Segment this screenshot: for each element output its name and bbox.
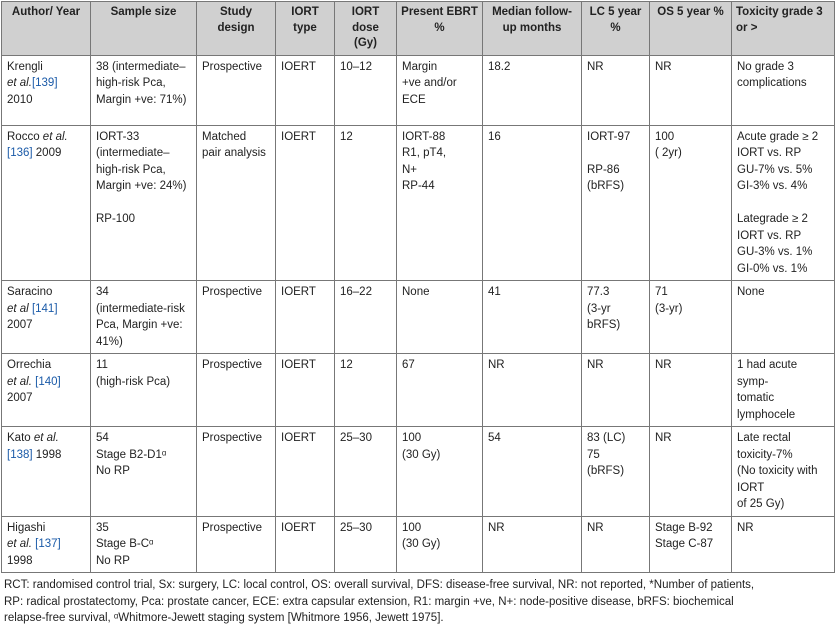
iort-type-cell: IOERT bbox=[276, 281, 335, 354]
lc-5-year-cell: NR bbox=[582, 354, 650, 427]
os-5-year-cell: NR bbox=[650, 354, 732, 427]
author-year-cell bbox=[2, 125, 91, 281]
et-al: et al bbox=[7, 302, 29, 315]
author-year-cell bbox=[2, 281, 91, 354]
header-present-ebrt: Present EBRT % bbox=[397, 2, 483, 56]
header-row bbox=[2, 2, 835, 56]
et-al: et al. bbox=[7, 77, 32, 89]
present-ebrt-cell: Margin +ve and/or ECE bbox=[397, 55, 483, 125]
iort-dose-cell: 12 bbox=[335, 125, 397, 281]
header-os-5-year: OS 5 year % bbox=[650, 2, 732, 56]
publication-year: 2010 bbox=[7, 93, 33, 106]
median-follow-up-cell: 41 bbox=[483, 281, 582, 354]
study-design-cell: Prospective bbox=[197, 55, 276, 125]
author-year-cell bbox=[2, 354, 91, 427]
toxicity-cell: NR bbox=[732, 516, 835, 573]
header-author-year: Author/ Year bbox=[2, 2, 91, 56]
iort-type-cell: IOERT bbox=[276, 354, 335, 427]
publication-year: 2009 bbox=[32, 147, 62, 159]
study-design-cell: Matched pair analysis bbox=[197, 125, 276, 281]
author-year-cell bbox=[2, 516, 91, 573]
iort-dose-cell: 10–12 bbox=[335, 55, 397, 125]
author-name: Kato bbox=[7, 432, 34, 444]
header-toxicity: Toxicity grade 3 or > bbox=[732, 2, 835, 56]
sample-size-cell: 34 (intermediate-risk Pca, Margin +ve: 41%) bbox=[91, 281, 197, 354]
iort-dose-cell: 12 bbox=[335, 354, 397, 427]
os-5-year-cell: Stage B-92 Stage C-87 bbox=[650, 516, 732, 573]
study-design-cell: Prospective bbox=[197, 427, 276, 517]
author-name: Rocco bbox=[7, 130, 43, 143]
author-year-cell bbox=[2, 427, 91, 517]
lc-5-year-cell: NR bbox=[582, 55, 650, 125]
header-iort-dose: IORT dose (Gy) bbox=[335, 2, 397, 56]
median-follow-up-cell: NR bbox=[483, 354, 582, 427]
reference-link[interactable]: [139] bbox=[31, 77, 58, 89]
iort-type-cell: IOERT bbox=[276, 55, 335, 125]
reference-link[interactable]: [136] bbox=[7, 147, 33, 159]
header-lc-5-year: LC 5 year % bbox=[582, 2, 650, 56]
table-wrapper bbox=[1, 1, 834, 627]
lc-5-year-cell: NR bbox=[582, 516, 650, 573]
sample-size-cell: 54 Stage B2-D1ᵅ No RP bbox=[91, 427, 197, 517]
table-row bbox=[2, 125, 835, 281]
iort-dose-cell: 16–22 bbox=[335, 281, 397, 354]
iort-type-cell: IOERT bbox=[276, 516, 335, 573]
et-al: et al. bbox=[33, 432, 59, 444]
author-name: Higashi bbox=[7, 521, 46, 534]
header-iort-type: IORT type bbox=[276, 2, 335, 56]
median-follow-up-cell: NR bbox=[483, 516, 582, 573]
os-5-year-cell: 71 (3-yr) bbox=[650, 281, 732, 354]
study-design-cell: Prospective bbox=[197, 281, 276, 354]
author-name: Saracino bbox=[7, 286, 53, 298]
table-row bbox=[2, 516, 835, 573]
toxicity-cell: 1 had acute symp- tomatic lymphocele bbox=[732, 354, 835, 427]
median-follow-up-cell: 16 bbox=[483, 125, 582, 281]
publication-year: 1998 bbox=[32, 448, 62, 461]
os-5-year-cell: NR bbox=[650, 55, 732, 125]
et-al: et al. bbox=[42, 130, 68, 143]
study-design-cell: Prospective bbox=[197, 354, 276, 427]
present-ebrt-cell: 67 bbox=[397, 354, 483, 427]
iort-dose-cell: 25–30 bbox=[335, 516, 397, 573]
present-ebrt-cell: 100 (30 Gy) bbox=[397, 516, 483, 573]
author-name: Krengli bbox=[7, 60, 43, 73]
sample-size-cell: IORT-33 (intermediate– high-risk Pca, Margin +ve: 24%) RP-100 bbox=[91, 125, 197, 281]
reference-link[interactable]: [141] bbox=[28, 302, 58, 315]
publication-year: 2007 bbox=[7, 319, 33, 331]
table-row bbox=[2, 354, 835, 427]
header-sample-size: Sample size bbox=[91, 2, 197, 56]
iort-dose-cell: 25–30 bbox=[335, 427, 397, 517]
lc-5-year-cell: IORT-97 RP-86 (bRFS) bbox=[582, 125, 650, 281]
reference-link[interactable]: [140] bbox=[31, 375, 61, 388]
table-body bbox=[2, 55, 835, 573]
table-footnote: RCT: randomised control trial, Sx: surgery, LC: local control, OS: overall survival, DFS: disease-free survival, NR: not reported, *Number of patients, RP: radical prostatectomy, Pca: prostate cancer, ECE: extra capsular extension, R1: margin +ve, N+: node-positive disease, bRFS: biochemical relapse-free survival, ᵅWhitmore-Jewett staging system [Whitmore 1956, Jewett 1975]. bbox=[4, 579, 755, 624]
sample-size-cell: 35 Stage B-Cᵅ No RP bbox=[91, 516, 197, 573]
author-year-cell bbox=[2, 55, 91, 125]
median-follow-up-cell: 18.2 bbox=[483, 55, 582, 125]
lc-5-year-cell: 77.3 (3-yr bRFS) bbox=[582, 281, 650, 354]
study-design-cell: Prospective bbox=[197, 516, 276, 573]
present-ebrt-cell: 100 (30 Gy) bbox=[397, 427, 483, 517]
table-row bbox=[2, 281, 835, 354]
present-ebrt-cell: IORT-88 R1, pT4, N+ RP-44 bbox=[397, 125, 483, 281]
author-name: Orrechia bbox=[7, 359, 52, 371]
os-5-year-cell: 100 ( 2yr) bbox=[650, 125, 732, 281]
table-row bbox=[2, 55, 835, 125]
publication-year: 2007 bbox=[7, 392, 33, 404]
et-al: et al. bbox=[7, 375, 32, 388]
os-5-year-cell: NR bbox=[650, 427, 732, 517]
iort-type-cell: IOERT bbox=[276, 427, 335, 517]
et-al: et al. bbox=[7, 538, 32, 550]
sample-size-cell: 11 (high-risk Pca) bbox=[91, 354, 197, 427]
present-ebrt-cell: None bbox=[397, 281, 483, 354]
publication-year: 1998 bbox=[7, 554, 33, 567]
toxicity-cell: None bbox=[732, 281, 835, 354]
iort-studies-table bbox=[1, 1, 835, 573]
table-row bbox=[2, 427, 835, 517]
header-study-design: Study design bbox=[197, 2, 276, 56]
toxicity-cell: No grade 3 complications bbox=[732, 55, 835, 125]
median-follow-up-cell: 54 bbox=[483, 427, 582, 517]
reference-link[interactable]: [138] bbox=[7, 448, 33, 461]
reference-link[interactable]: [137] bbox=[31, 538, 61, 550]
iort-type-cell: IOERT bbox=[276, 125, 335, 281]
header-median-follow-up: Median follow-up months bbox=[483, 2, 582, 56]
toxicity-cell: Acute grade ≥ 2 IORT vs. RP GU-7% vs. 5% GI-3% vs. 4% Lategrade ≥ 2 IORT vs. RP GU-3% vs. 1% GI-0% vs. 1% bbox=[732, 125, 835, 281]
toxicity-cell: Late rectal toxicity-7% (No toxicity with IORT of 25 Gy) bbox=[732, 427, 835, 517]
lc-5-year-cell: 83 (LC) 75 (bRFS) bbox=[582, 427, 650, 517]
sample-size-cell: 38 (intermediate– high-risk Pca, Margin +ve: 71%) bbox=[91, 55, 197, 125]
